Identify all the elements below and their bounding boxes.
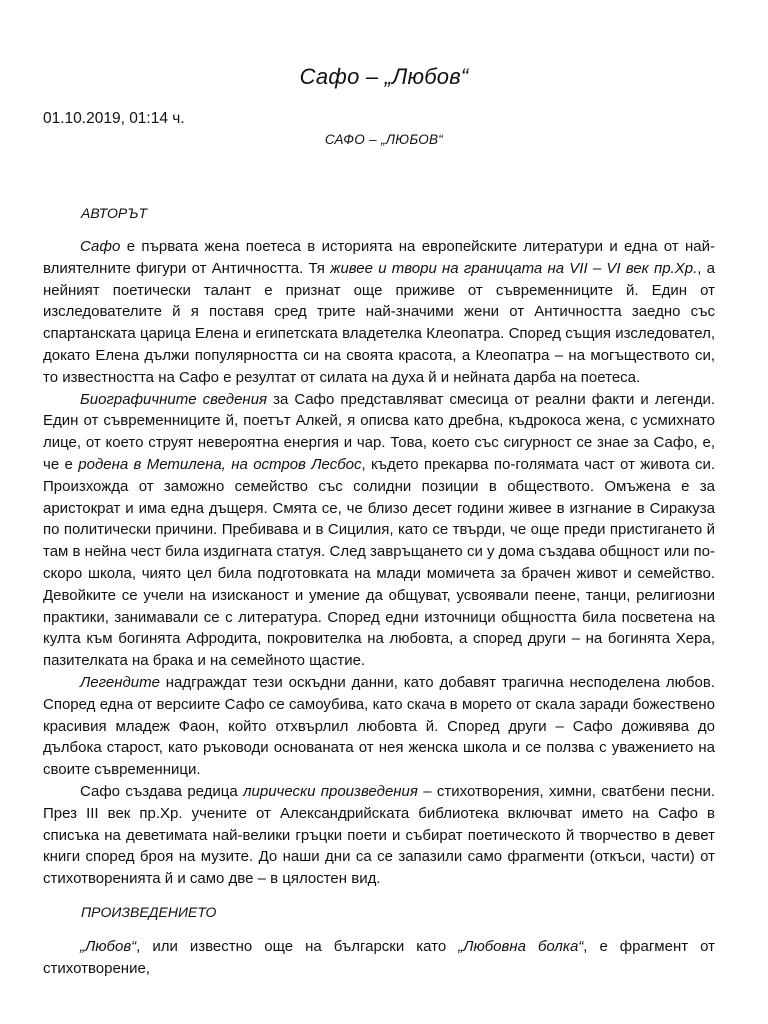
document-subtitle: САФО – „ЛЮБОВ“ — [324, 132, 444, 147]
article-body — [43, 236, 715, 890]
text: за Сафо представляват смесица от реални факти и легенди. Един от съвременниците й, поетът Алкей, я описва като дребна, къдрокоса жена, с усмихнато лице, от което струят невероятна енергия и чар. Това, което със сигурност се знае за Сафо, е, че е — [43, 390, 715, 473]
document-title: Сафо – „Любов“ — [299, 64, 469, 89]
article-body-work — [43, 936, 715, 980]
section-heading-work: ПРОИЗВЕДЕНИЕТО — [81, 904, 217, 920]
paragraph-love-poem — [43, 936, 715, 980]
emphasis: Легендите — [80, 673, 160, 691]
emphasis: лирически произведения — [243, 782, 418, 800]
text: – стихотворения, химни, сватбени песни. През III век пр.Хр. учените от Александрийската библиотека включват името на Сафо в списъка на деветимата най-велики гръцки поети и събират поетическото й творчество в девет книги според броя на музите. До наши дни са се запазили само фрагменти (откъси, части) от стихотворенията й и само две – в цялостен вид. — [43, 782, 716, 888]
emphasis: живее и твори на границата на VII – VI век пр.Хр. — [330, 259, 698, 277]
emphasis: Сафо — [80, 238, 121, 255]
publish-date: 01.10.2019, 01:14 ч. — [43, 110, 185, 127]
paragraph-about-sappho — [43, 236, 715, 389]
emphasis: „Любовна болка“ — [458, 938, 584, 955]
text: е първата жена поетеса в историята на европейските литератури и една от най-влиятелните фигури от Античността. Тя — [43, 238, 715, 277]
emphasis: Биографичните сведения — [80, 390, 268, 408]
text: , където прекарва по-голямата част от живота си. Произхожда от заможно семейство със солидни позиции в обществото. Омъжена е за аристократ и има една дъщеря. Смята се, че близо десет години живее в изгнание в Сиракуза по политически причини. Пребивава и в Сицилия, като се твърди, че още преди пристигането й там в нейна чест била издигната статуя. След завръщането си у дома създава общност или по-скоро школа, чиято цел била подготовката на млади момичета за брачен живот и семейство. Девойките се учели на изисканост и умение да общуват, усвоявали пеене, танци, религиозни практики, занимавали се с литература. Според едни източници общността била посветена на култа към богинята Афродита, покровителка на любовта, а според други – на богинята Хера, пазителката на брака и на семейното щастие. — [43, 455, 716, 670]
paragraph-legends — [43, 672, 715, 781]
emphasis: „Любов“ — [80, 938, 137, 955]
paragraph-works — [43, 781, 715, 890]
text: , или известно още на български като — [136, 938, 459, 955]
text: , а нейният поетически талант е признат още приживе от съвременниците й. Един от изследователите й я поставя сред трите най-значими жени от Античността заедно със спартанската царица Елена и египетската владетелка Клеопатра. Според същия изследовател, докато Елена дължи популярността си на своята красота, а Клеопатра – на могъществото си, то известността на Сафо е резултат от силата на духа й и нейната дарба на поетеса. — [43, 259, 715, 386]
text: надграждат тези оскъдни данни, като добавят трагична несподелена любов. Според една от версиите Сафо се самоубива, като скача в морето от скала заради божествено красивия младеж Фаон, който отхвърлил любовта й. Според други – Сафо доживява до дълбока старост, като ръководи основаната от нея женска школа и се ползва с уважението на своите съвременници. — [43, 673, 715, 779]
emphasis: родена в Метилена, на остров Лесбос — [78, 455, 362, 473]
paragraph-biography — [43, 389, 715, 672]
section-heading-author: АВТОРЪТ — [81, 205, 148, 221]
text: Сафо създава редица — [80, 782, 244, 800]
text: , е фрагмент от стихотворение, — [43, 938, 716, 977]
